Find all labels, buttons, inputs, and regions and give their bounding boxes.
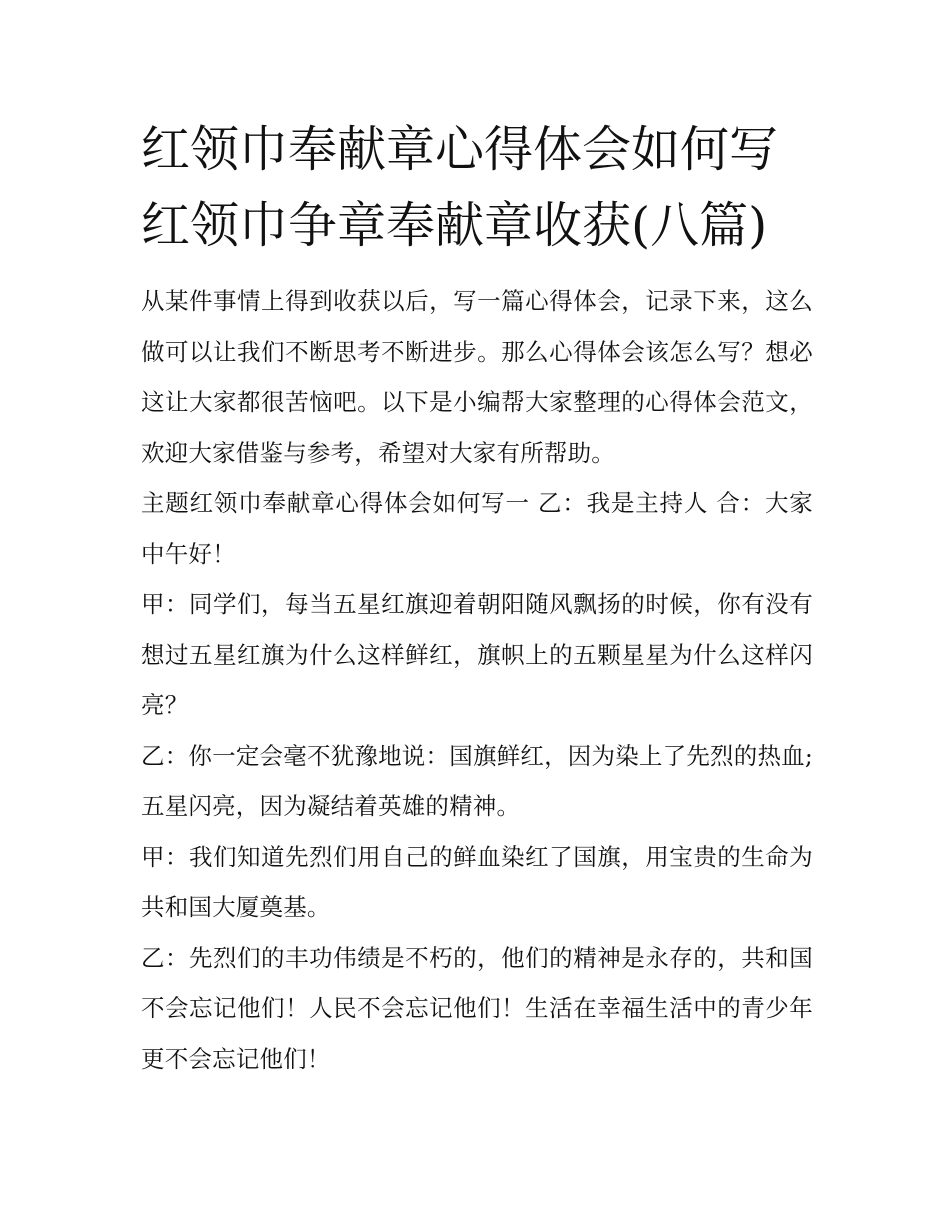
title-line-1: 红领巾奉献章心得体会如何写 bbox=[141, 121, 779, 178]
paragraph-dialogue-3: 甲：我们知道先烈们用自己的鲜血染红了国旗，用宝贵的生命为共和国大厦奠基。 bbox=[141, 842, 813, 921]
document-page bbox=[141, 112, 813, 1084]
paragraph-dialogue-1: 甲：同学们，每当五星红旗迎着朝阳随风飘扬的时候，你有没有想过五星红旗为什么这样鲜红，旗帜上的五颗星星为什么这样闪亮？ bbox=[141, 590, 813, 719]
document-title bbox=[141, 112, 813, 264]
paragraph-dialogue-2: 乙：你一定会毫不犹豫地说：国旗鲜红，因为染上了先烈的热血;五星闪亮，因为凝结着英雄的精神。 bbox=[141, 741, 813, 820]
paragraph-intro: 从某件事情上得到收获以后，写一篇心得体会，记录下来，这么做可以让我们不断思考不断进步。那么心得体会该怎么写？想必这让大家都很苦恼吧。以下是小编帮大家整理的心得体会范文，欢迎大家借鉴与参考，希望对大家有所帮助。 bbox=[141, 287, 813, 467]
paragraph-dialogue-4: 乙：先烈们的丰功伟绩是不朽的，他们的精神是永存的，共和国不会忘记他们！人民不会忘记他们！生活在幸福生活中的青少年更不会忘记他们！ bbox=[141, 943, 813, 1073]
paragraph-opening: 主题红领巾奉献章心得体会如何写一 乙：我是主持人 合：大家中午好！ bbox=[141, 489, 813, 568]
title-line-2: 红领巾争章奉献章收获(八篇) bbox=[141, 197, 768, 254]
